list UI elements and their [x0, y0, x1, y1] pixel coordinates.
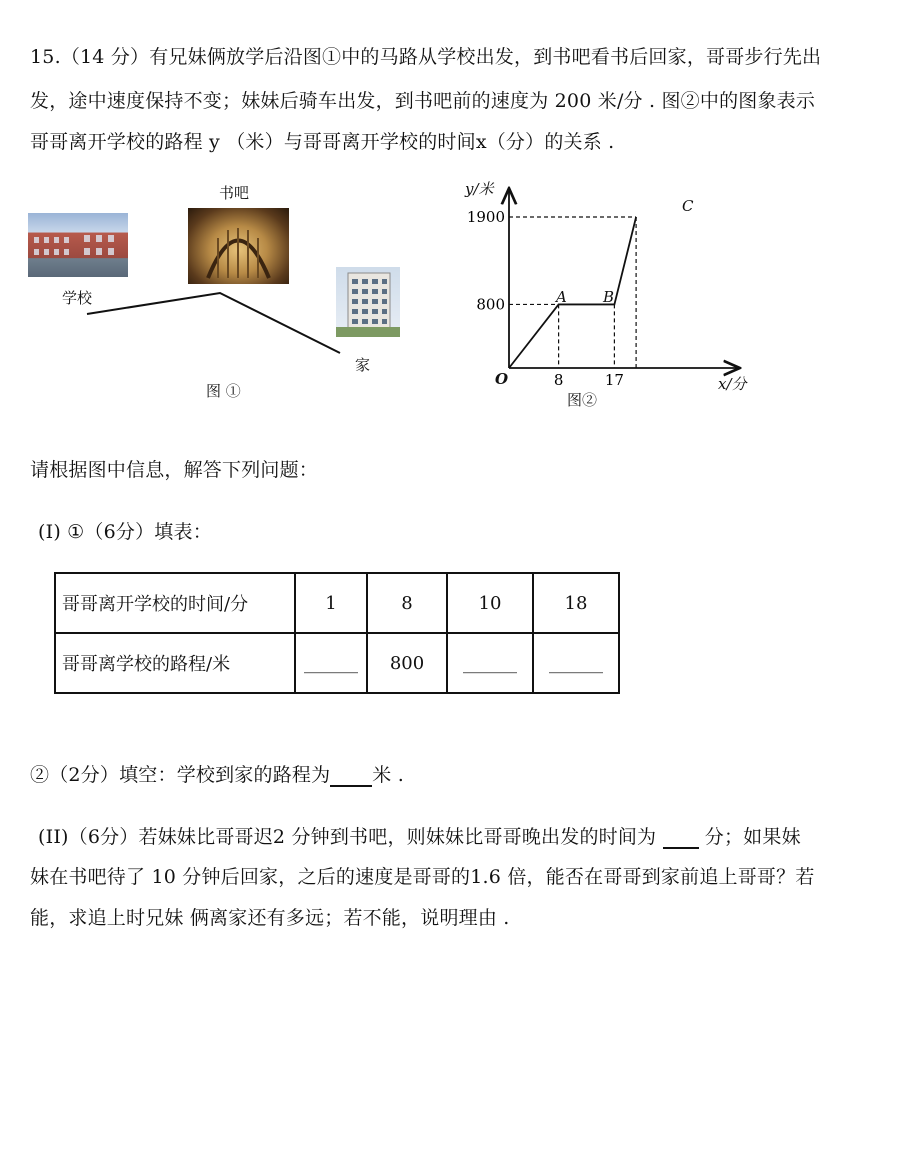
y-tick-label: 1900: [466, 208, 505, 226]
answer-blank: [663, 825, 699, 849]
question-line-3: 哥哥离开学校的路程 y （米）与哥哥离开学校的时间x（分）的关系 .: [30, 131, 615, 153]
sub2-suffix: 米 .: [372, 764, 404, 786]
table-row: [55, 573, 619, 633]
question-line-1: 15.（14 分）有兄妹俩放学后沿图①中的马路从学校出发，到书吧看书后回家，哥哥步行先出: [30, 46, 822, 68]
school-label: 学校: [62, 289, 93, 307]
row1-header: 哥哥离开学校的时间/分: [55, 573, 295, 633]
figure-1-caption: 图 ①: [206, 382, 241, 400]
part2-line1-suffix: 分；如果妹: [704, 826, 801, 848]
blank-cell: ______: [447, 633, 533, 693]
y-tick-label: 800: [476, 295, 505, 314]
table-cell: 1: [295, 573, 367, 633]
blank-cell: ______: [533, 633, 619, 693]
point-c-label: C: [682, 197, 694, 215]
table-cell: 800: [367, 633, 447, 693]
part1-sub2: [30, 760, 404, 787]
table-row: [55, 633, 619, 693]
row2-header: 哥哥离学校的路程/米: [55, 633, 295, 693]
distance-time-graph: [0, 0, 900, 430]
figure-2-caption: 图②: [567, 391, 598, 409]
x-tick-label: 17: [604, 371, 624, 389]
instructions: 请根据图中信息，解答下列问题：: [30, 459, 319, 481]
question-line-2: 发，途中速度保持不变；妹妹后骑车出发，到书吧前的速度为 200 米/分 . 图②中的图象表示: [30, 90, 816, 112]
point-b-label: B: [603, 288, 615, 306]
part1-heading: (I) ①（6分）填表：: [38, 521, 212, 543]
table-cell: 18: [533, 573, 619, 633]
part2-line1-prefix: (II)（6分）若妹妹比哥哥迟2 分钟到书吧，则妹妹比哥哥晚出发的时间为: [38, 826, 657, 848]
part2-line-2: 妹在书吧待了 10 分钟后回家，之后的速度是哥哥的1.6 倍，能否在哥哥到家前追上哥哥？若: [30, 866, 815, 888]
part2-line-1: [38, 822, 801, 849]
table-cell: 8: [367, 573, 447, 633]
part2-line-3: 能，求追上时兄妹 俩离家还有多远；若不能，说明理由 .: [30, 907, 510, 929]
sub2-prefix: ②（2分）填空：学校到家的路程为: [30, 764, 331, 786]
origin-label: O: [495, 370, 509, 388]
series-line: [509, 217, 636, 368]
table-cell: 10: [447, 573, 533, 633]
answer-blank: [330, 763, 372, 787]
bookbar-label: 书吧: [219, 184, 250, 202]
fill-table: [54, 572, 620, 694]
home-label: 家: [355, 356, 371, 374]
x-tick-label: 8: [553, 371, 564, 389]
blank-cell: ______: [295, 633, 367, 693]
x-axis-label: x/分: [718, 375, 747, 393]
y-axis-label: y/米: [465, 180, 494, 198]
point-a-label: A: [556, 288, 567, 306]
